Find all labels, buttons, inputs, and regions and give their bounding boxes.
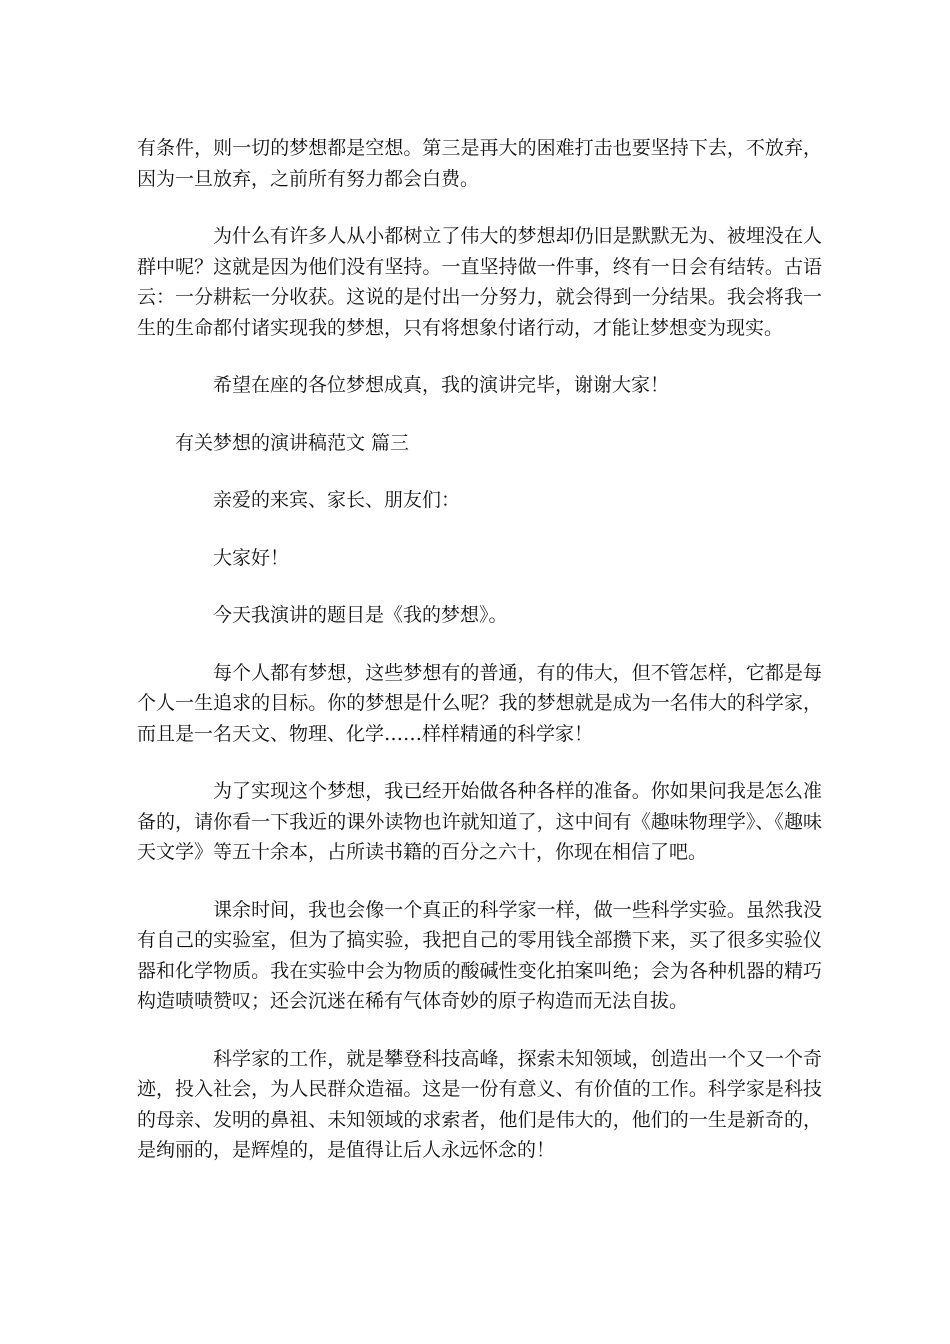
paragraph-salutation: 亲爱的来宾、家长、朋友们：	[213, 489, 461, 511]
paragraph-persistence: 为什么有许多人从小都树立了伟大的梦想却仍旧是默默无为、被埋没在人群中呢？这就是因为他们没有坚持。一直坚持做一件事，终有一日会有结转。古语云：一分耕耘一分收获。这说的是付出一分努力，就会得到一分结果。我会将我一生的生命都付诸实现我的梦想，只有将想象付诸行动，才能让梦想变为现实。	[137, 225, 822, 339]
paragraph-topic: 今天我演讲的题目是《我的梦想》。	[213, 604, 508, 626]
paragraph-continuation: 有条件，则一切的梦想都是空想。第三是再大的困难打击也要坚持下去，不放弃，因为一旦放弃，之前所有努力都会白费。	[137, 137, 822, 190]
paragraph-greeting: 大家好！	[213, 546, 290, 569]
document-body	[137, 133, 822, 1193]
section-heading: 有关梦想的演讲稿范文 篇三	[175, 431, 410, 454]
paragraph-experiments: 课余时间，我也会像一个真正的科学家一样，做一些科学实验。虽然我没有自己的实验室，但为了搞实验，我把自己的零用钱全部攒下来，买了很多实验仪器和化学物质。我在实验中会为物质的酸碱性变化拍案叫绝；会为各种机器的精巧构造啧啧赞叹；还会沉迷在稀有气体奇妙的原子构造而无法自拔。	[137, 898, 822, 1012]
paragraph-preparation: 为了实现这个梦想，我已经开始做各种各样的准备。你如果问我是怎么准备的，请你看一下我近的课外读物也许就知道了，这中间有《趣味物理学》、《趣味天文学》等五十余本，占所读书籍的百分之六十，你现在相信了吧。	[137, 780, 822, 863]
paragraph-closing: 希望在座的各位梦想成真，我的演讲完毕，谢谢大家！	[213, 374, 670, 396]
paragraph-dream: 每个人都有梦想，这些梦想有的普通，有的伟大，但不管怎样，它都是每个人一生追求的目标。你的梦想是什么呢？我的梦想就是成为一名伟大的科学家，而且是一名天文、物理、化学……样样精通的科学家！	[137, 661, 822, 745]
paragraph-scientist-work: 科学家的工作，就是攀登科技高峰，探索未知领域，创造出一个又一个奇迹，投入社会，为人民群众造福。这是一份有意义、有价值的工作。科学家是科技的母亲、发明的鼻祖、未知领域的求索者，他们是伟大的，他们的一生是新奇的，是绚丽的，是辉煌的，是值得让后人永远怀念的！	[137, 1047, 822, 1161]
